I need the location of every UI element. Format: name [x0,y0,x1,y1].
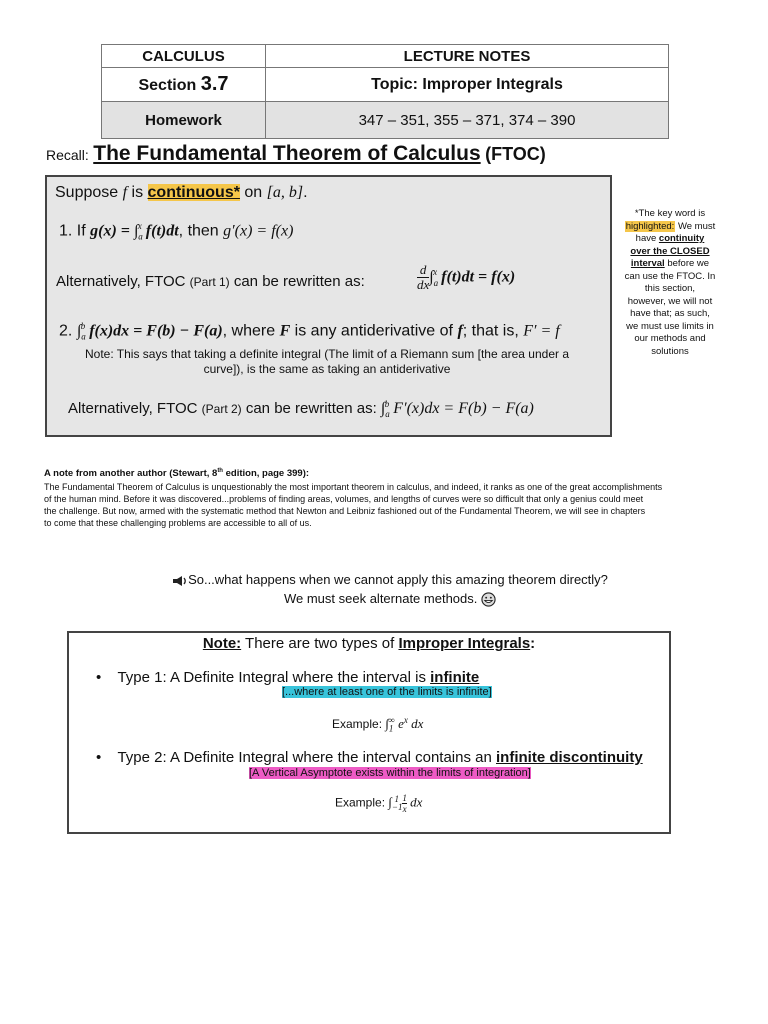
stewart-line: the challenge. But now, armed with the systematic method that Newton and Leibniz fashioned out of the Fundamental Theorem, we will see in chapters [44,506,646,516]
item2-F: F [279,322,291,340]
alt2-lower: a [385,409,390,419]
type1-upper: ∞ [388,715,395,725]
type1-line [96,669,479,686]
item1-g: g(x) = ∫ [90,222,139,240]
alt1-text: Alternatively, FTOC [56,273,190,290]
type1-integrand: e [394,716,404,731]
item1-upper-limit: x [137,221,142,231]
section-cell [102,68,266,102]
topic-cell: Topic: Improper Integrals [266,68,669,102]
recall-label: Recall: [46,147,89,163]
alt1-integral: ∫ [429,268,434,286]
ftoc-abbr: (FTOC) [485,144,546,164]
note-colon: : [530,635,536,652]
ftoc-note [67,347,587,377]
example-label: Example: [335,795,389,810]
improper-integrals-term: Improper Integrals [398,635,531,652]
side-note-fragment: have [635,233,659,244]
bullet: • [96,669,102,686]
course-label: CALCULUS [102,45,266,68]
item1-if: If [76,222,91,240]
alt1-post: can be rewritten as: [229,273,365,290]
side-note-line: however, we will not [627,295,713,307]
stewart-line: of the human mind. Before it was discovered...problems of finding areas, volumes, and lengths of curves were so difficult that only a genius could meet [44,494,644,504]
item2-expr: f(x)dx = F(b) − F(a) [85,322,223,340]
stewart-line: to come that these challenging problems are accessible to all of us. [44,518,312,528]
suppose-f: f [122,184,128,201]
side-note-line: we must use limits in [626,320,714,332]
speaker-icon [172,575,188,587]
type1-hint-text: [...where at least one of the limits is infinite] [282,686,492,698]
continuity-term: continuity [658,233,705,244]
grin-emoji-icon [481,592,496,607]
item1-number: 1. [59,222,73,240]
side-note-line [612,233,728,246]
ftoc-box [45,175,612,437]
recall-heading [46,142,546,166]
stewart-quote [44,481,728,529]
type2-text: Type 2: A Definite Integral where the interval contains an [117,749,496,766]
stewart-title-text: A note from another author (Stewart, 8 [44,468,218,480]
alt1-dx: dx [417,277,430,292]
header-table [101,44,669,139]
ftoc-title: The Fundamental Theorem of Calculus [93,142,481,165]
item2-where: , where [222,322,280,340]
stewart-line: The Fundamental Theorem of Calculus is unquestionably the most important theorem in calculus, and indeed, it ranks as one of the great accomplishments [44,482,663,492]
stewart-title [44,468,309,479]
type1-text: Type 1: A Definite Integral where the interval is [117,669,431,686]
type2-dx: dx [406,794,423,810]
alt1-upper: x [433,267,438,278]
type1-hint [282,686,492,698]
item2-number: 2. [59,322,73,340]
type2-integral: ∫ [388,794,392,810]
suppose-text: Suppose [55,184,123,201]
side-note-line: *The key word is [634,208,706,219]
alt2-line [68,399,534,419]
alt2-rest: F′(x)dx = F(b) − F(a) [389,400,534,417]
item1-lower-limit: a [138,231,143,242]
continuous-highlight: continuous* [147,184,240,201]
closed-interval-term: over the CLOSED [630,245,710,257]
ftoc-item-2 [59,321,560,342]
alt1-line [56,273,365,290]
alt2-part: (Part 2) [201,402,242,416]
item2-lower: a [81,331,86,342]
bullet: • [96,749,102,766]
so-what-answer: We must seek alternate methods. [283,591,478,606]
suppose-is: is [127,184,148,201]
improper-integrals-box [67,631,671,834]
item2-anti: is any antiderivative of [290,322,458,340]
side-note-line: this section, [644,283,696,294]
note-label: Note: [202,635,242,652]
item2-upper: b [80,321,86,331]
type1-example [332,715,423,733]
suppose-end: . [303,184,308,201]
note-text: There are two types of [241,635,399,652]
homework-problems: 347 – 351, 355 – 371, 374 – 390 [266,102,669,139]
type2-upper: 1 [394,793,399,804]
so-what-line-1 [100,570,680,589]
alt1-formula [417,263,515,292]
side-note-line: solutions [651,345,689,357]
item2-integral: ∫ [76,322,82,340]
note-line-2: curve]), is the same as taking an antiderivative [203,362,451,376]
item2-that: ; that is, [462,322,524,340]
side-note-line [612,221,728,234]
alt1-part: (Part 1) [189,275,230,289]
example-label: Example: [332,717,386,731]
alt1-rest: f(t)dt = f(x) [437,268,516,286]
type1-dx: dx [407,716,424,731]
type2-hint-text: [A Vertical Asymptote exists within the limits of integration] [249,767,531,779]
item2-eq: F′ = f [523,322,560,340]
so-what-block [100,570,680,608]
interval: [a, b] [266,184,304,201]
stewart-title-sup: th [217,468,223,474]
item1-result: g′(x) = f(x) [223,222,294,240]
so-what-question: So...what happens when we cannot apply this amazing theorem directly? [188,572,608,587]
side-note-fragment: before we [664,258,710,269]
side-note-fragment: We must [675,220,716,232]
type2-lower: −1 [391,802,403,813]
infinite-discontinuity-term: infinite discontinuity [496,749,643,766]
type2-line [96,749,643,766]
item1-integrand: f(t)dt [141,222,179,240]
notes-label: LECTURE NOTES [266,45,669,68]
type2-numerator: 1 [402,793,407,803]
alt1-lower: a [433,277,439,288]
side-note-line: our methods and [634,333,706,344]
side-note [612,208,728,358]
suppose-on: on [239,184,267,201]
so-what-line-2 [100,589,680,608]
suppose-line [55,184,308,202]
types-note-line [69,635,669,652]
side-note-line: can use the FTOC. In [624,270,716,282]
item2-f: f [457,322,463,340]
ftoc-item-1 [59,221,293,242]
stewart-title-post: edition, page 399): [222,468,310,480]
alt2-text: Alternatively, FTOC [68,400,202,417]
section-label: Section [138,77,201,94]
type1-lower: 1 [388,723,394,734]
interval-term: interval [630,258,665,269]
item1-then: , then [178,222,224,240]
type1-integral: ∫ [385,716,389,731]
alt1-d: d [417,263,429,278]
section-number: 3.7 [200,73,229,95]
type1-exponent: x [403,715,408,725]
alt2-post: can be rewritten as: [241,400,381,417]
highlighted-word: highlighted: [625,220,675,232]
side-note-line [612,258,728,271]
infinite-term: infinite [430,669,480,686]
type2-example [335,793,422,814]
alt2-upper: b [384,399,390,409]
alt2-integral: ∫ [380,400,386,417]
note-line-1: Note: This says that taking a definite integral (The limit of a Riemann sum [the area under a [84,347,570,361]
type2-denominator: x [402,804,407,814]
homework-label: Homework [102,102,266,139]
type2-hint [249,767,531,779]
side-note-line: have that; as such, [630,308,710,319]
